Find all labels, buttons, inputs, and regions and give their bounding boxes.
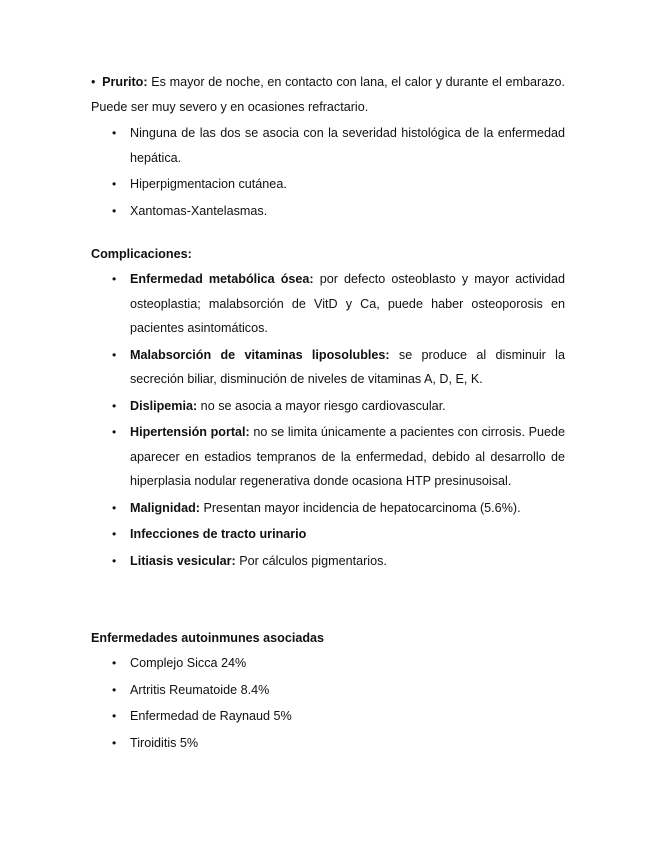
item-text: Presentan mayor incidencia de hepatocarcinoma (5.6%). bbox=[199, 500, 521, 515]
item-text: no se asocia a mayor riesgo cardiovascular. bbox=[197, 398, 446, 413]
list-item: • Hiperpigmentacion cutánea. bbox=[91, 172, 565, 197]
item-term: Malabsorción de vitaminas liposolubles: bbox=[130, 347, 390, 362]
bullet: • bbox=[91, 75, 96, 89]
list-item: • Ninguna de las dos se asocia con la severidad histológica de la enfermedad hepática. bbox=[91, 121, 565, 170]
list-item: • Xantomas-Xantelasmas. bbox=[91, 199, 565, 224]
complicaciones-heading: Complicaciones: bbox=[91, 247, 192, 261]
list-item bbox=[91, 496, 565, 521]
list-item bbox=[91, 267, 565, 341]
list-item bbox=[91, 549, 565, 574]
list-item bbox=[91, 522, 565, 547]
item-text: Por cálculos pigmentarios. bbox=[235, 553, 387, 568]
item-term: Hipertensión portal: bbox=[130, 425, 250, 439]
item-term: Dislipemia: bbox=[130, 398, 198, 413]
list-item: • Enfermedad de Raynaud 5% bbox=[91, 704, 565, 729]
autoinmunes-list bbox=[91, 651, 565, 757]
autoinmunes-heading: Enfermedades autoinmunes asociadas bbox=[91, 631, 325, 645]
list-item bbox=[91, 343, 565, 392]
item-term: Enfermedad metabólica ósea: bbox=[130, 272, 314, 286]
prurito-sublist bbox=[91, 121, 565, 225]
list-item: • Tiroiditis 5% bbox=[91, 731, 565, 756]
list-item: • Complejo Sicca 24% bbox=[91, 651, 565, 676]
list-item bbox=[91, 394, 565, 419]
item-text: por defecto osteoblasto y mayor actividad osteoplastia; malabsorción de VitD y Ca, puede haber osteoporosis en pacientes asintomáticos. bbox=[130, 272, 565, 335]
item-term: Infecciones de tracto urinario bbox=[130, 527, 307, 541]
item-term: Litiasis vesicular: bbox=[130, 553, 236, 568]
item-term: Malignidad: bbox=[130, 500, 200, 515]
prurito-term: Prurito: bbox=[102, 75, 148, 89]
list-item: • Artritis Reumatoide 8.4% bbox=[91, 678, 565, 703]
item-text: se produce al disminuir la secreción biliar, disminución de niveles de vitaminas A, D, E, K. bbox=[130, 347, 565, 386]
complicaciones-list bbox=[91, 267, 565, 575]
item-text: no se limita únicamente a pacientes con cirrosis. Puede aparecer en estadios tempranos de la enfermedad, debido al desarrollo de hiperplasia nodular regenerativa donde ocasiona HTP presinusoisal. bbox=[130, 425, 565, 488]
list-item bbox=[91, 420, 565, 494]
prurito-text: Es mayor de noche, en contacto con lana, el calor y durante el embarazo. Puede ser muy severo y en ocasiones refractario. bbox=[91, 75, 566, 114]
prurito-paragraph bbox=[91, 70, 565, 119]
